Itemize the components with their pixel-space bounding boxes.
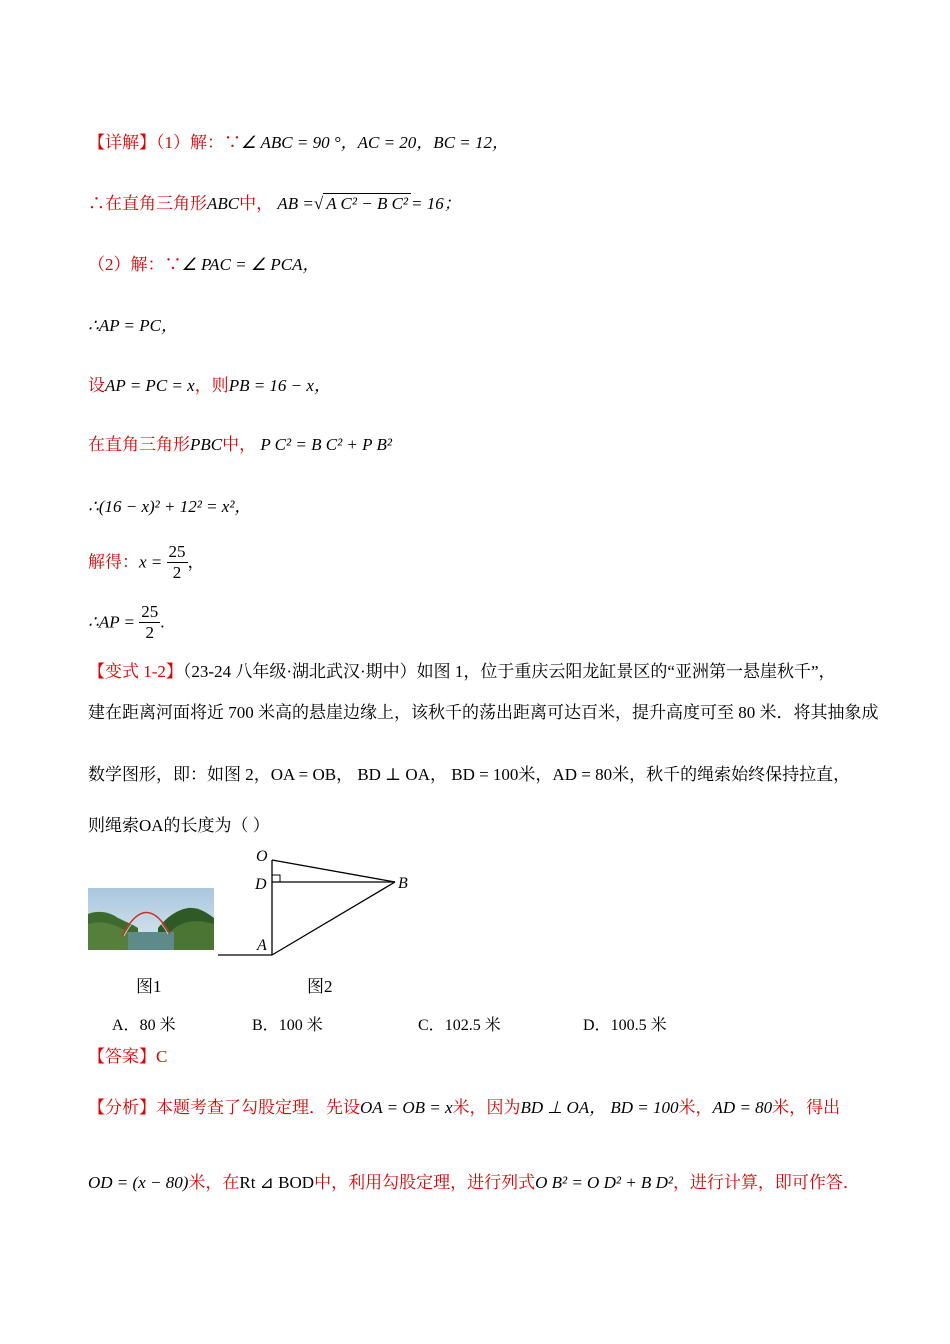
choice-letter: A． — [112, 1017, 140, 1034]
segment-AB — [272, 882, 395, 955]
variant-line-4-text: 则绳索OA的长度为（ ） — [88, 816, 270, 835]
analysis-l1-a: 本题考查了勾股定理．先设 — [156, 1098, 360, 1117]
variant-line-3-text: 数学图形，即：如图 2，OA = OB， BD ⊥ OA， BD = 100米，AD = 80米，秋千的绳索始终保持拉直， — [88, 765, 851, 784]
detail-l9-tail: . — [160, 612, 165, 632]
analysis-l2-m1: OD = (x − 80) — [88, 1173, 189, 1192]
detail-l5-math2: PB = 16 − x， — [228, 376, 331, 395]
analysis-l2-m3: O B² = O D² + B D² — [535, 1173, 673, 1192]
detail-l4: ∴AP = PC， — [88, 316, 178, 335]
detail-l9-lhs: ∴AP = — [88, 612, 135, 632]
choice-b[interactable] — [252, 1012, 323, 1035]
detail-l6-mid: 中， — [222, 435, 257, 454]
variant-line-2 — [88, 702, 879, 724]
detail-l3-math: ∠ PAC = ∠ PCA， — [181, 255, 320, 274]
analysis-tag: 【分析】 — [88, 1098, 156, 1117]
choice-letter: D． — [583, 1017, 611, 1034]
fraction — [139, 602, 160, 643]
detail-line-5 — [88, 375, 331, 397]
detail-line-2 — [88, 193, 461, 215]
answer-line — [88, 1046, 167, 1068]
analysis-l1-c: 米， — [678, 1098, 713, 1117]
figure-1-label: 图1 — [136, 977, 162, 996]
detail-l1-prefix: （1）解：∵ — [156, 133, 241, 152]
choice-text: 100.5 米 — [610, 1017, 667, 1034]
fraction-denominator: 2 — [172, 563, 182, 582]
variant-tag: 【变式 1-2】 — [88, 662, 183, 681]
variant-line-3 — [88, 764, 850, 786]
detail-l2-math-left: AB = — [277, 194, 314, 213]
answer-tag: 【答案】 — [88, 1047, 156, 1066]
detail-l8-lhs: x = — [139, 552, 163, 572]
detail-l3-prefix: （2）解：∵ — [88, 255, 182, 274]
segment-OB — [272, 860, 395, 882]
detail-l5-pre: 设 — [88, 376, 105, 395]
fraction-numerator: 25 — [168, 542, 186, 561]
choice-text: 100 米 — [278, 1017, 323, 1034]
analysis-l2-b: 中，利用勾股定理，进行列式 — [314, 1173, 536, 1192]
detail-line-7 — [88, 496, 251, 518]
point-O-label: O — [256, 848, 268, 865]
detail-line-4 — [88, 315, 178, 337]
variant-line-4 — [88, 815, 270, 837]
detail-tag: 【详解】 — [88, 133, 156, 152]
right-angle-mark — [272, 875, 280, 882]
detail-l5-mid: ，则 — [194, 376, 229, 395]
analysis-l1-d: 米，得出 — [772, 1098, 841, 1117]
detail-line-6 — [88, 434, 392, 456]
choice-text: 102.5 米 — [444, 1017, 501, 1034]
detail-l8-pre: 解得： — [88, 552, 139, 572]
choice-d[interactable] — [583, 1012, 667, 1035]
analysis-l1-b: 米，因为 — [452, 1098, 521, 1117]
analysis-l1-m3: AD = 80 — [712, 1098, 773, 1117]
detail-line-3 — [88, 254, 319, 276]
landscape-icon — [88, 888, 214, 950]
fraction-numerator: 25 — [141, 602, 159, 621]
detail-l2-prefix: ∴在直角三角形 — [88, 194, 207, 213]
fraction-denominator: 2 — [145, 623, 154, 642]
analysis-l2-a: 米，在 — [188, 1173, 240, 1192]
point-D-label: D — [255, 876, 267, 893]
analysis-line-1 — [88, 1097, 840, 1119]
detail-l2-math-right: = 16； — [411, 194, 461, 213]
detail-l8-tail: ， — [187, 552, 205, 572]
choice-letter: C． — [418, 1017, 445, 1034]
analysis-line-2 — [88, 1172, 860, 1194]
detail-l2-tri: ABC — [207, 194, 240, 213]
detail-l6-math: P C² = B C² + P B² — [260, 435, 392, 454]
point-A-label: A — [257, 937, 267, 954]
choice-letter: B． — [252, 1017, 279, 1034]
analysis-l1-m1: OA = OB = x — [360, 1098, 453, 1117]
geometry-diagram — [210, 840, 430, 960]
analysis-l1-m2: BD ⊥ OA， BD = 100 — [520, 1098, 679, 1117]
detail-line-1 — [88, 132, 509, 154]
choice-text: 80 米 — [139, 1017, 176, 1034]
cliff-swing-photo — [88, 888, 214, 950]
detail-line-9 — [88, 602, 165, 643]
variant-line-2-text: 建在距离河面将近 700 米高的悬崖边缘上，该秋千的荡出距离可达百米，提升高度可至 80 米．将其抽象成 — [88, 703, 879, 722]
analysis-l2-c: ，进行计算，即可作答． — [672, 1173, 860, 1192]
variant-line-1-text: （23-24 八年级·湖北武汉·期中）如图 1，位于重庆云阳龙缸景区的“亚洲第一悬崖秋千”， — [182, 662, 836, 681]
detail-l2-radicand: A C² − B C² — [323, 193, 411, 213]
figure-2-label: 图2 — [307, 977, 333, 996]
answer-value: C — [156, 1047, 168, 1066]
detail-line-8 — [88, 542, 205, 583]
detail-l1-math: ∠ ABC = 90 °，AC = 20，BC = 12， — [241, 133, 510, 152]
detail-l6-tri: PBC — [190, 435, 223, 454]
fraction — [167, 542, 188, 583]
detail-l7: ∴(16 − x)² + 12² = x²， — [88, 497, 252, 516]
point-B-label: B — [398, 875, 408, 892]
detail-l6-pre: 在直角三角形 — [88, 435, 190, 454]
detail-l5-math1: AP = PC = x — [105, 376, 195, 395]
variant-line-1 — [88, 661, 836, 683]
sqrt-icon: √ — [313, 194, 324, 213]
choice-a[interactable] — [112, 1012, 176, 1035]
analysis-l2-m2: Rt ⊿ BOD — [239, 1173, 315, 1192]
choice-c[interactable] — [418, 1012, 501, 1035]
detail-l2-mid: 中， — [239, 194, 274, 213]
